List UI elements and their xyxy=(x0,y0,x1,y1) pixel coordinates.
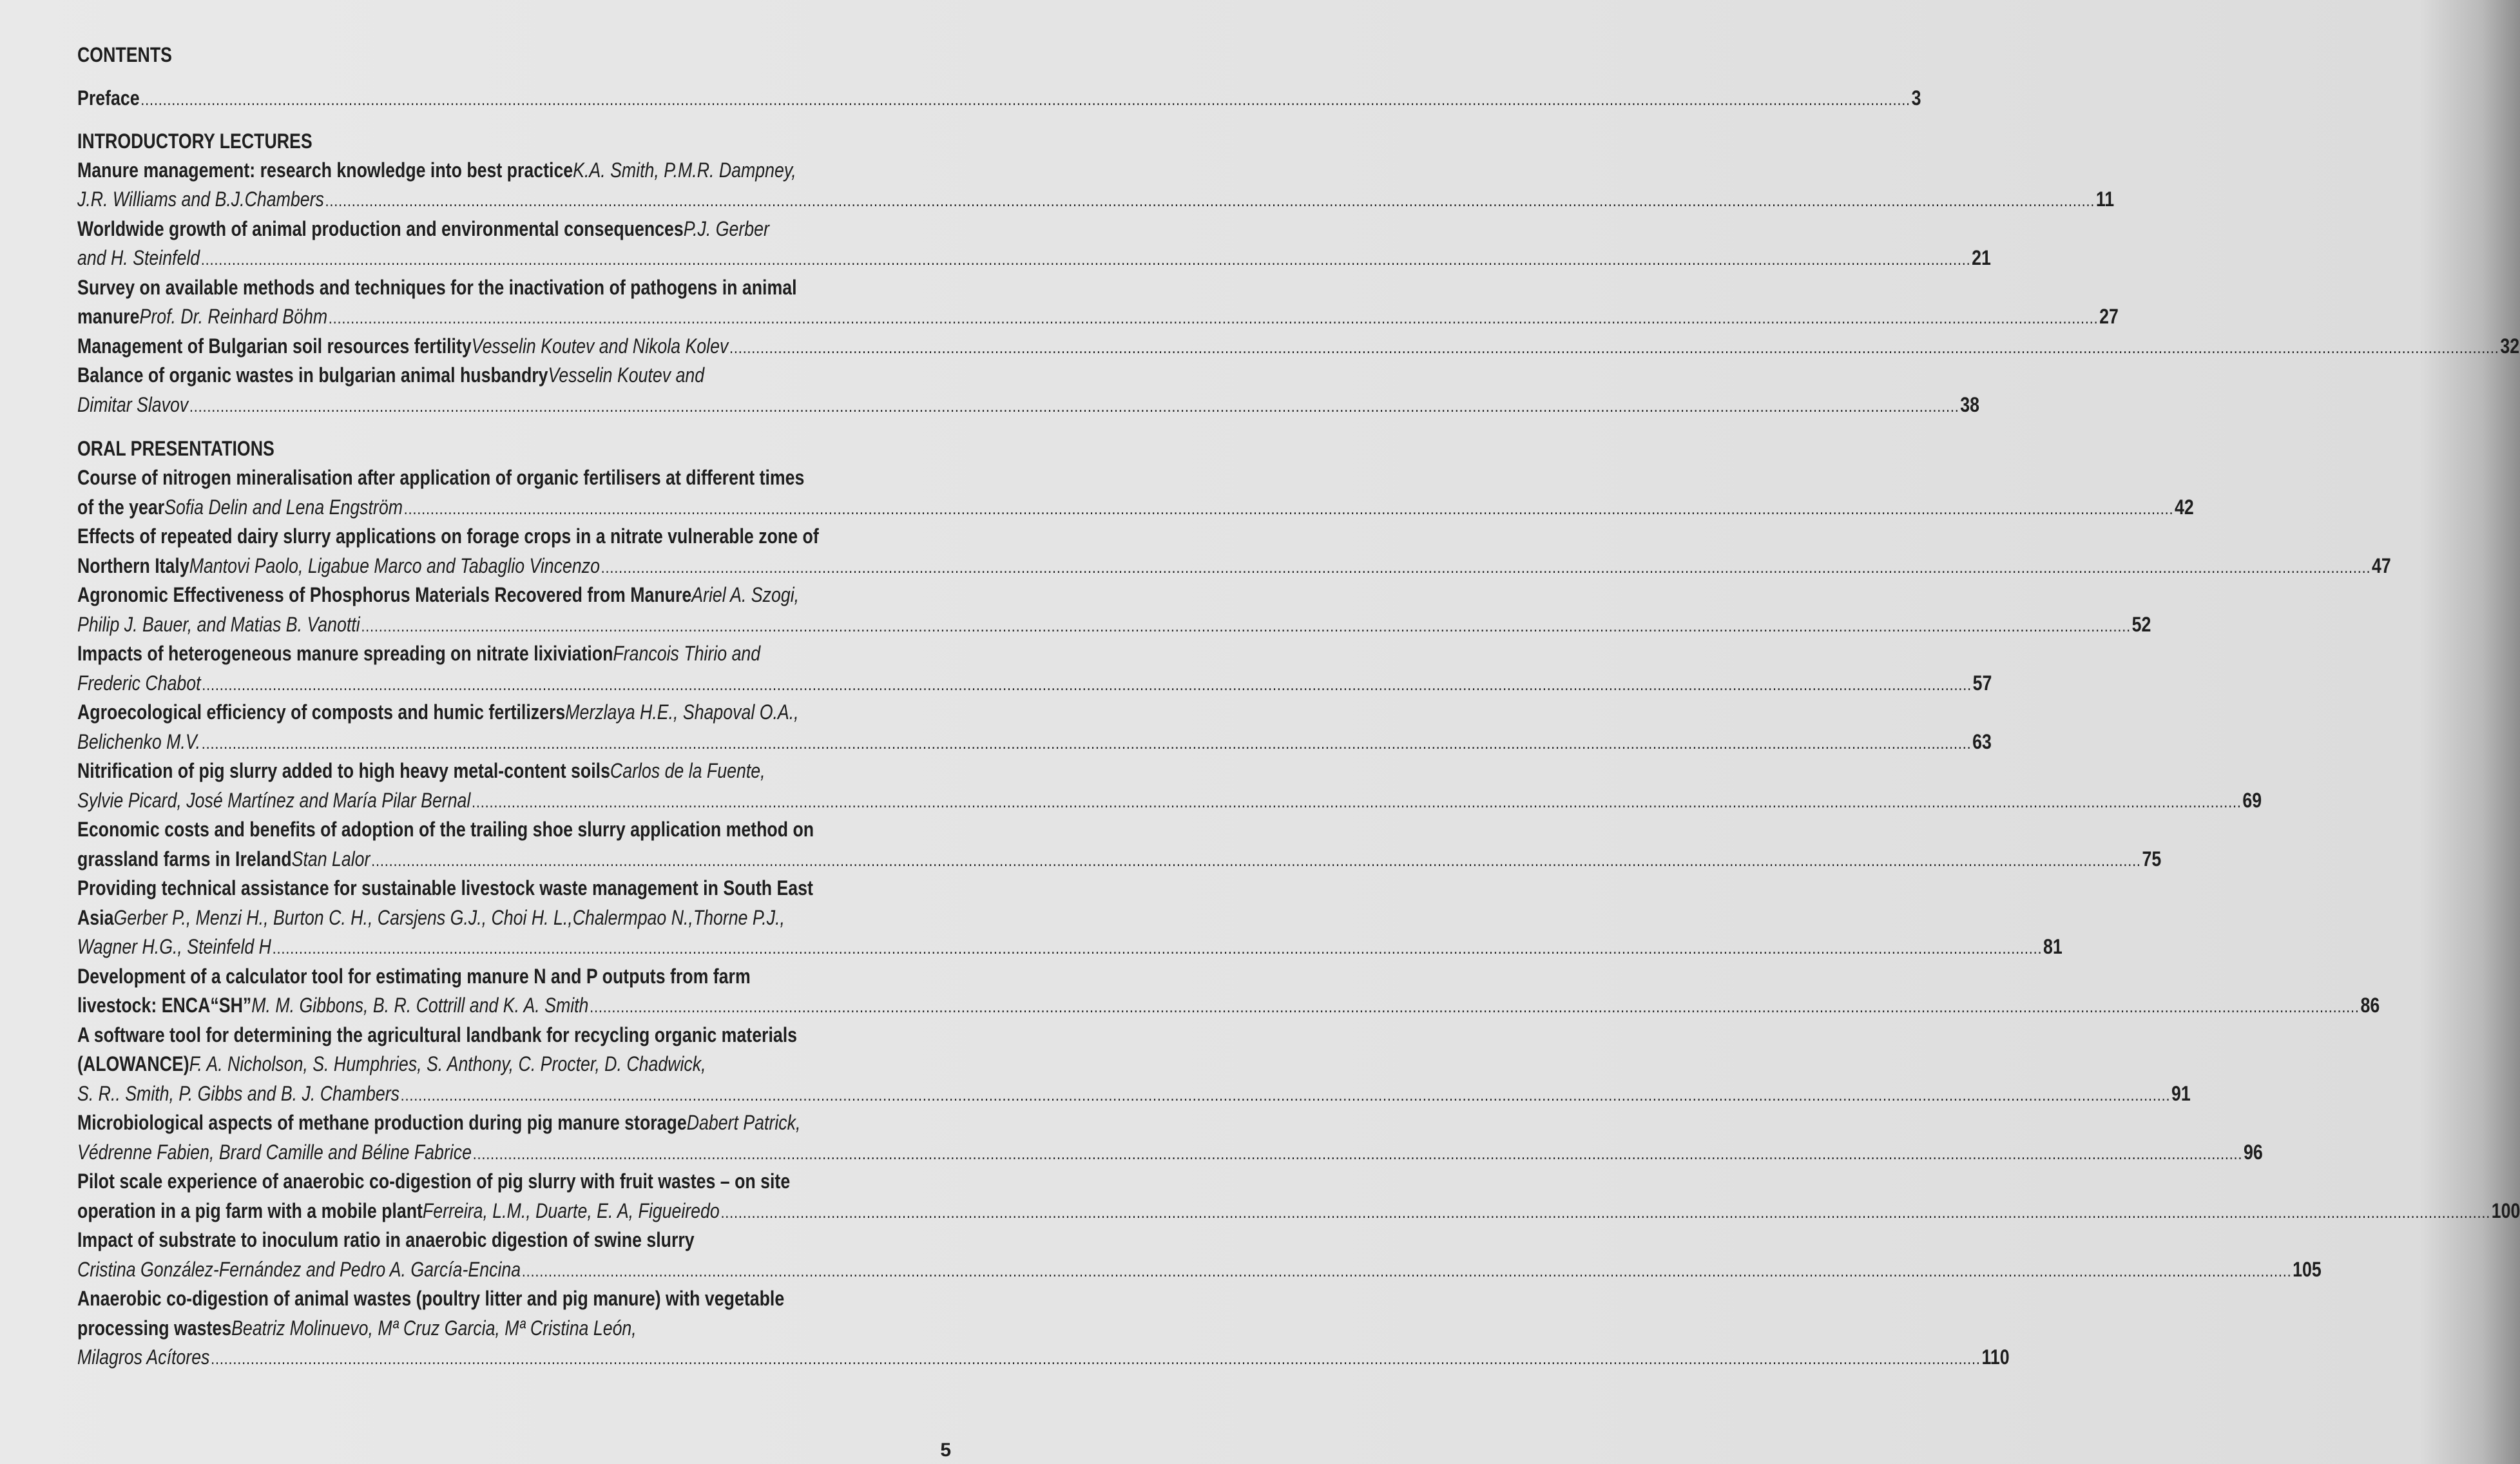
toc-entry xyxy=(77,962,2380,1021)
toc-entry-line xyxy=(77,669,1992,698)
toc-entry-line xyxy=(77,610,2151,640)
toc-entry-line xyxy=(77,1255,2322,1285)
toc-entry-line xyxy=(77,756,968,786)
dot-leader: ................................................................................................................................................................................................................................................................................................................................................................................................................ xyxy=(200,249,1971,269)
toc-entry xyxy=(77,874,2063,962)
entry-title: (ALOWANCE) xyxy=(77,1052,189,1075)
toc-entry xyxy=(77,756,2262,815)
entry-title: Worldwide growth of animal production and environmental consequences xyxy=(77,217,684,240)
toc-entry-line xyxy=(77,244,1991,273)
toc-entry-line xyxy=(77,1314,968,1344)
entry-title: Anaerobic co-digestion of animal wastes (poultry litter and pig manure) with vegetable xyxy=(77,1287,785,1310)
toc-entry-line xyxy=(77,932,2063,962)
entry-title: Asia xyxy=(77,905,114,929)
dot-leader: ................................................................................................................................................................................................................................................................................................................................................................................................................ xyxy=(371,850,2141,870)
entry-title: Development of a calculator tool for estimating manure N and P outputs from farm xyxy=(77,964,751,988)
toc-entry-line xyxy=(77,1226,968,1255)
entry-authors: Wagner H.G., Steinfeld H xyxy=(77,935,271,958)
toc-entry-line xyxy=(77,185,2115,215)
entry-title: Impacts of heterogeneous manure spreading on nitrate lixiviation xyxy=(77,642,613,665)
toc-entry-line xyxy=(77,493,2194,523)
entry-title: Northern Italy xyxy=(77,554,189,577)
entry-authors: Dimitar Slavov xyxy=(77,392,189,416)
section-heading: INTRODUCTORY LECTURES xyxy=(77,129,313,153)
entry-page-number: 86 xyxy=(2360,994,2380,1017)
entry-authors: Sofia Delin and Lena Engström xyxy=(164,495,403,519)
toc-entry-line xyxy=(77,1343,2010,1372)
toc-entry xyxy=(77,815,2162,874)
entry-authors: Carlos de la Fuente, xyxy=(610,759,765,782)
toc-entry xyxy=(77,1226,2322,1284)
entry-authors: K.A. Smith, P.M.R. Dampney, xyxy=(573,158,796,182)
toc-entry-line xyxy=(77,903,968,933)
entry-page-number: 21 xyxy=(1972,246,1991,269)
entry-authors: Cristina González-Fernández and Pedro A. García-Encina xyxy=(77,1257,521,1281)
entry-page-number: 110 xyxy=(1981,1345,2010,1369)
toc-sections xyxy=(77,126,2520,1372)
toc-entry-line xyxy=(77,786,2262,816)
entry-page-number: 63 xyxy=(1972,729,1992,753)
toc-entry xyxy=(77,1108,2263,1167)
toc-entry-line xyxy=(77,1021,968,1050)
entry-authors: Francois Thirio and xyxy=(613,642,761,665)
entry-title: manure xyxy=(77,305,140,328)
toc-entry-line xyxy=(77,156,968,186)
toc-entry xyxy=(77,156,2115,215)
entry-authors: M. M. Gibbons, B. R. Cottrill and K. A. Smith xyxy=(251,994,589,1017)
toc-entry-line xyxy=(77,639,968,669)
dot-leader: ................................................................................................................................................................................................................................................................................................................................................................................................................ xyxy=(361,615,2131,635)
dot-leader: ................................................................................................................................................................................................................................................................................................................................................................................................................ xyxy=(189,396,1959,416)
entry-title: Providing technical assistance for sustainable livestock waste management in South East xyxy=(77,876,813,900)
entry-title: Nitrification of pig slurry added to high heavy metal-content soils xyxy=(77,759,610,782)
entry-title: livestock: ENCA“SH” xyxy=(77,994,252,1017)
dot-leader: ................................................................................................................................................................................................................................................................................................................................................................................................................ xyxy=(403,498,2174,518)
page-number: 5 xyxy=(940,1440,951,1461)
dot-leader: ................................................................................................................................................................................................................................................................................................................................................................................................................ xyxy=(201,733,1972,753)
toc-entry xyxy=(77,1021,2191,1109)
toc-entry-line xyxy=(77,991,2380,1021)
entry-authors: Belichenko M.V. xyxy=(77,729,201,753)
dot-leader: ................................................................................................................................................................................................................................................................................................................................................................................................................ xyxy=(601,557,2371,577)
entry-title: Course of nitrogen mineralisation after application of organic fertilisers at different times xyxy=(77,466,805,489)
toc-entry-line xyxy=(77,815,968,845)
entry-title: operation in a pig farm with a mobile plant xyxy=(77,1199,423,1222)
dot-leader: ................................................................................................................................................................................................................................................................................................................................................................................................................ xyxy=(400,1084,2171,1104)
entry-authors: Ariel A. Szogi, xyxy=(691,583,800,606)
toc-entry-preface xyxy=(77,84,1921,113)
entry-page-number: 27 xyxy=(2099,305,2119,328)
toc-entry-line xyxy=(77,874,968,903)
entry-title: Pilot scale experience of anaerobic co-digestion of pig slurry with fruit wastes – on site xyxy=(77,1170,791,1193)
entry-authors: Mantovi Paolo, Ligabue Marco and Tabaglio Vincenzo xyxy=(189,554,600,577)
dot-leader: ................................................................................................................................................................................................................................................................................................................................................................................................................ xyxy=(202,674,1972,694)
entry-authors: S. R.. Smith, P. Gibbs and B. J. Chambers xyxy=(77,1081,399,1105)
toc-entry xyxy=(77,522,2391,581)
dot-leader: ................................................................................................................................................................................................................................................................................................................................................................................................................ xyxy=(325,191,2095,210)
dot-leader: ................................................................................................................................................................................................................................................................................................................................................................................................................ xyxy=(590,997,2360,1016)
toc-entry xyxy=(77,581,2151,639)
toc-entry-line xyxy=(77,1050,968,1079)
entry-title: A software tool for determining the agricultural landbank for recycling organic materials xyxy=(77,1023,798,1046)
toc-entry-line xyxy=(77,463,968,493)
entry-page-number: 96 xyxy=(2243,1140,2263,1164)
entry-title: processing wastes xyxy=(77,1316,232,1340)
entry-page-number: 91 xyxy=(2171,1081,2191,1105)
entry-authors: Védrenne Fabien, Brard Camille and Béline Fabrice xyxy=(77,1140,472,1164)
toc-entry-line xyxy=(77,581,968,610)
entry-page-number: 11 xyxy=(2095,188,2115,211)
toc-entry xyxy=(77,698,1992,756)
section-heading: ORAL PRESENTATIONS xyxy=(77,437,274,460)
toc-entry-line xyxy=(77,302,2119,332)
entry-authors: Frederic Chabot xyxy=(77,671,201,695)
dot-leader: ................................................................................................................................................................................................................................................................................................................................................................................................................ xyxy=(272,938,2043,958)
toc-entry xyxy=(77,1284,2010,1372)
entry-authors: Gerber P., Menzi H., Burton C. H., Carsjens G.J., Choi H. L.,Chalermpao N.,Thorne P.J., xyxy=(113,905,785,929)
entry-title: of the year xyxy=(77,495,165,519)
entry-authors: Dabert Patrick, xyxy=(686,1111,801,1134)
toc-entry-line xyxy=(77,727,1992,757)
toc-entry-line xyxy=(77,698,968,727)
toc-entry-line xyxy=(77,1284,968,1314)
toc-entry xyxy=(77,1167,2520,1226)
entry-title: Preface xyxy=(77,86,140,110)
toc-entry-line xyxy=(77,845,2162,874)
dot-leader: ................................................................................................................................................................................................................................................................................................................................................................................................................ xyxy=(140,90,1910,109)
entry-page-number: 81 xyxy=(2043,935,2063,958)
entry-page-number: 47 xyxy=(2372,554,2391,577)
toc-entry-line xyxy=(77,84,1921,113)
entry-title: Management of Bulgarian soil resources fertility xyxy=(77,334,472,358)
entry-authors: Philip J. Bauer, and Matias B. Vanotti xyxy=(77,612,360,636)
entry-page-number: 69 xyxy=(2242,788,2262,812)
entry-page-number: 100 xyxy=(2491,1199,2520,1222)
toc-entry-line xyxy=(77,552,2391,581)
entry-page-number: 57 xyxy=(1972,671,1992,695)
toc-entry-line xyxy=(77,273,968,303)
entry-authors: Vesselin Koutev and xyxy=(548,363,705,387)
toc-entry-line xyxy=(77,962,968,992)
entry-page-number: 42 xyxy=(2175,495,2194,519)
toc-entry-line xyxy=(77,1138,2263,1168)
entry-authors: Beatriz Molinuevo, Mª Cruz Garcia, Mª Cristina León, xyxy=(231,1316,637,1340)
toc-entry-line xyxy=(77,390,1979,420)
dot-leader: ................................................................................................................................................................................................................................................................................................................................................................................................................ xyxy=(729,337,2499,357)
entry-authors: Vesselin Koutev and Nikola Kolev xyxy=(471,334,729,358)
toc-entry-line xyxy=(77,215,968,244)
toc-entry xyxy=(77,332,2520,361)
entry-authors: Ferreira, L.M., Duarte, E. A, Figueiredo xyxy=(422,1199,720,1222)
entry-authors: Merzlaya H.E., Shapoval O.A., xyxy=(565,700,799,724)
dot-leader: ................................................................................................................................................................................................................................................................................................................................................................................................................ xyxy=(720,1202,2491,1222)
entry-page-number: 38 xyxy=(1960,392,1979,416)
contents-title: CONTENTS xyxy=(77,43,172,66)
toc-entry xyxy=(77,639,1992,698)
section-gap xyxy=(77,419,968,434)
dot-leader: ................................................................................................................................................................................................................................................................................................................................................................................................................ xyxy=(521,1260,2292,1280)
dot-leader: ................................................................................................................................................................................................................................................................................................................................................................................................................ xyxy=(328,308,2099,327)
toc-entry-line xyxy=(77,1108,968,1138)
entry-authors: P.J. Gerber xyxy=(683,217,769,240)
entry-page-number: 52 xyxy=(2131,612,2151,636)
entry-authors: Milagros Acítores xyxy=(77,1345,210,1369)
entry-title: Impact of substrate to inoculum ratio in anaerobic digestion of swine slurry xyxy=(77,1228,695,1251)
entry-title: Agronomic Effectiveness of Phosphorus Materials Recovered from Manure xyxy=(77,583,692,606)
entry-title: Survey on available methods and techniques for the inactivation of pathogens in animal xyxy=(77,275,797,299)
entry-authors: Sylvie Picard, José Martínez and María Pilar Bernal xyxy=(77,788,471,812)
toc-entry-line xyxy=(77,522,968,552)
entry-title: Effects of repeated dairy slurry applications on forage crops in a nitrate vulnerable zone of xyxy=(77,525,819,548)
entry-page-number: 105 xyxy=(2293,1257,2322,1281)
toc-entry xyxy=(77,215,1991,273)
toc-entry-line xyxy=(77,1167,968,1197)
dot-leader: ................................................................................................................................................................................................................................................................................................................................................................................................................ xyxy=(472,1143,2243,1163)
dot-leader: ................................................................................................................................................................................................................................................................................................................................................................................................................ xyxy=(472,791,2242,811)
entry-title: Balance of organic wastes in bulgarian animal husbandry xyxy=(77,363,548,387)
toc-entry-line xyxy=(77,1079,2191,1109)
toc-entry-line xyxy=(77,361,968,390)
entry-authors: F. A. Nicholson, S. Humphries, S. Anthony, C. Procter, D. Chadwick, xyxy=(189,1052,706,1075)
entry-title: grassland farms in Ireland xyxy=(77,847,292,871)
toc-entry-line xyxy=(77,1197,2520,1226)
entry-authors: Stan Lalor xyxy=(291,847,370,871)
toc-entry xyxy=(77,463,2194,522)
entry-page-number: 3 xyxy=(1911,86,1921,110)
entry-page-number: 75 xyxy=(2142,847,2162,871)
toc-entry xyxy=(77,273,2119,332)
entry-title: Agroecological efficiency of composts and humic fertilizers xyxy=(77,700,566,724)
toc-entry-line xyxy=(77,332,2520,361)
entry-title: Manure management: research knowledge into best practice xyxy=(77,158,573,182)
entry-authors: Prof. Dr. Reinhard Böhm xyxy=(139,305,328,328)
contents-page xyxy=(77,40,2520,1372)
toc-entry xyxy=(77,361,1979,419)
dot-leader: ................................................................................................................................................................................................................................................................................................................................................................................................................ xyxy=(211,1349,1981,1368)
entry-title: Microbiological aspects of methane production during pig manure storage xyxy=(77,1111,687,1134)
entry-page-number: 32 xyxy=(2500,334,2520,358)
entry-authors: J.R. Williams and B.J.Chambers xyxy=(77,188,324,211)
entry-title: Economic costs and benefits of adoption of the trailing shoe slurry application method on xyxy=(77,818,814,841)
entry-authors: and H. Steinfeld xyxy=(77,246,200,269)
